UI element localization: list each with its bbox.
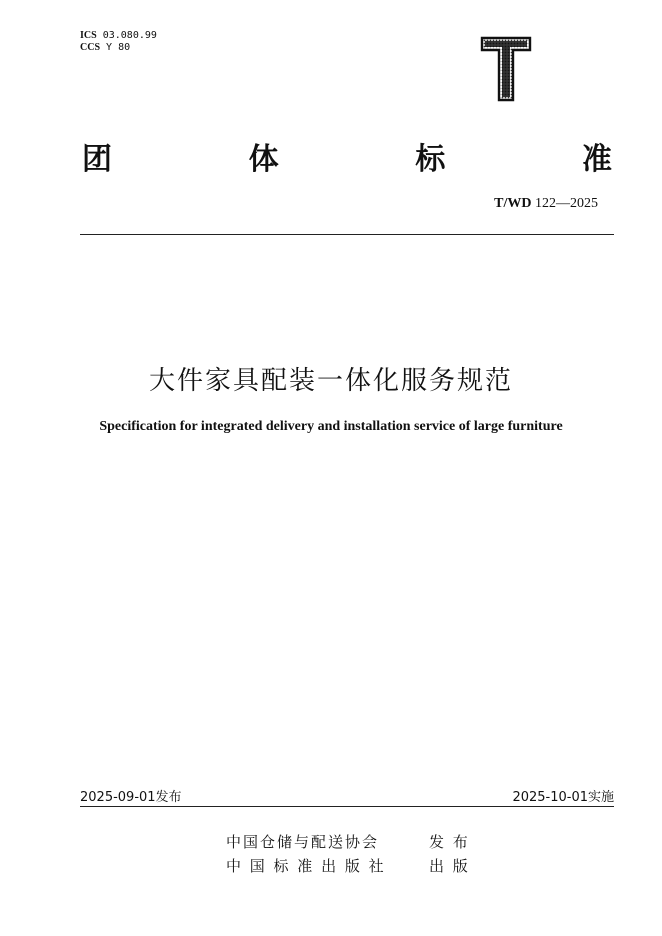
publisher-name: 中国仓储与配送协会 <box>226 833 380 851</box>
implementation-date: 2025-10-01实施 <box>512 790 614 805</box>
ccs-line: CCS Y 80 <box>80 42 131 53</box>
press-name: 中 国 标 准 出 版 社 <box>226 857 386 875</box>
standard-type-char: 体 <box>248 142 279 177</box>
issue-date: 2025-09-01发布 <box>80 790 182 805</box>
publisher-role: 发 布 <box>429 833 470 851</box>
standard-t-logo <box>480 36 532 102</box>
standard-type-heading <box>82 134 612 178</box>
bottom-divider <box>80 806 614 807</box>
standard-number-prefix: T/WD <box>494 196 532 211</box>
logo-letter: T <box>506 76 507 77</box>
title-english: Specification for integrated delivery and installation service of large furniture <box>99 419 563 434</box>
standard-number-value: 122—2025 <box>535 196 598 211</box>
standard-type-char: 团 <box>82 142 112 177</box>
standard-type-char: 准 <box>581 142 612 177</box>
ics-line: ICS 03.080.99 <box>80 30 157 41</box>
press-role: 出 版 <box>429 857 470 875</box>
title-chinese: 大件家具配装一体化服务规范 <box>148 366 513 396</box>
standard-type-char: 标 <box>415 142 446 177</box>
top-divider <box>80 234 614 235</box>
standard-number <box>494 196 598 212</box>
classification-codes <box>80 30 157 54</box>
